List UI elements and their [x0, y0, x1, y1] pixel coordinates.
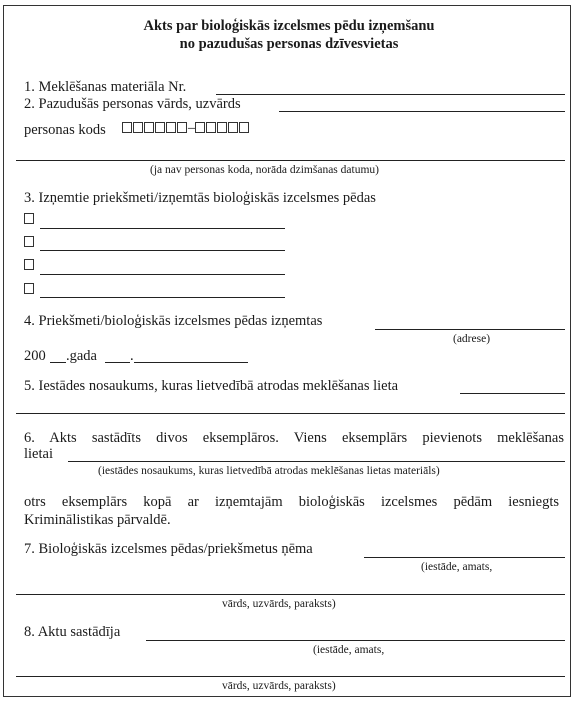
- institution-name-field-continued[interactable]: [16, 413, 565, 414]
- seized-item-checkbox-1[interactable]: [24, 213, 34, 224]
- seized-item-checkbox-4[interactable]: [24, 283, 34, 294]
- act-copies-text-line2: lietai: [24, 446, 53, 462]
- code-digit-box[interactable]: [166, 122, 176, 133]
- code-digit-box[interactable]: [228, 122, 238, 133]
- code-digit-box[interactable]: [177, 122, 187, 133]
- drawn-up-by-label: 8. Aktu sastādīja: [24, 624, 121, 640]
- code-dash: –: [188, 120, 196, 136]
- institution-name-field[interactable]: [460, 393, 565, 394]
- missing-person-name-field[interactable]: [279, 111, 565, 112]
- form-title-line1: Akts par bioloģiskās izcelsmes pēdu izņemšanu: [143, 18, 435, 34]
- code-digit-box[interactable]: [122, 122, 132, 133]
- code-digit-box[interactable]: [195, 122, 205, 133]
- birth-date-field[interactable]: [16, 160, 565, 161]
- case-institution-note: (iestādes nosaukums, kuras lietvedībā atrodas meklēšanas lietas materiāls): [98, 465, 440, 477]
- code-digit-box[interactable]: [155, 122, 165, 133]
- institution-name-label: 5. Iestādes nosaukums, kuras lietvedībā atrodas meklēšanas lieta: [24, 378, 399, 394]
- case-institution-field[interactable]: [68, 461, 565, 462]
- date-year-field[interactable]: [50, 362, 66, 363]
- code-digit-box[interactable]: [217, 122, 227, 133]
- taken-by-field[interactable]: [364, 557, 565, 558]
- personal-code-note: (ja nav personas koda, norāda dzimšanas datumu): [150, 164, 379, 176]
- seizure-address-note: (adrese): [453, 333, 491, 345]
- seized-item-checkbox-3[interactable]: [24, 259, 34, 270]
- search-material-number-field[interactable]: [216, 94, 565, 95]
- date-gada-label: .gada: [66, 348, 97, 364]
- personal-code-label: personas kods: [24, 122, 106, 138]
- date-dot: .: [130, 348, 134, 364]
- taken-by-note-1: (iestāde, amats,: [421, 561, 493, 573]
- drawn-up-by-note-1: (iestāde, amats,: [313, 644, 385, 656]
- seizure-address-field[interactable]: [375, 329, 565, 330]
- personal-code-boxes[interactable]: [122, 120, 250, 137]
- code-digit-box[interactable]: [206, 122, 216, 133]
- code-digit-box[interactable]: [133, 122, 143, 133]
- taken-by-note-2: vārds, uzvārds, paraksts): [222, 598, 336, 610]
- form-title-line2: no pazudušas personas dzīvesvietas: [179, 36, 399, 52]
- second-copy-text-line1: otrs eksemplārs kopā ar izņemtajām bioloģiskās izcelsmes pēdām iesniegts: [24, 494, 559, 510]
- date-year-prefix: 200: [24, 348, 46, 364]
- seized-item-field-2[interactable]: [40, 250, 285, 251]
- search-material-number-label: 1. Meklēšanas materiāla Nr.: [24, 79, 187, 95]
- drawn-up-by-note-2: vārds, uzvārds, paraksts): [222, 680, 336, 692]
- seized-item-field-4[interactable]: [40, 297, 285, 298]
- code-digit-box[interactable]: [239, 122, 249, 133]
- date-month-field[interactable]: [134, 362, 248, 363]
- second-copy-text-line2: Kriminālistikas pārvaldē.: [24, 512, 171, 528]
- taken-by-label: 7. Bioloģiskās izcelsmes pēdas/priekšmetus ņēma: [24, 541, 313, 557]
- drawn-up-by-signature-field[interactable]: [16, 676, 565, 677]
- seized-item-field-1[interactable]: [40, 228, 285, 229]
- seized-items-label: 3. Izņemtie priekšmeti/izņemtās bioloģiskās izcelsmes pēdas: [24, 190, 376, 206]
- act-copies-text-line1: 6. Akts sastādīts divos eksemplāros. Viens eksemplārs pievienots meklēšanas: [24, 430, 564, 446]
- taken-by-signature-field[interactable]: [16, 594, 565, 595]
- seized-item-checkbox-2[interactable]: [24, 236, 34, 247]
- seizure-address-label: 4. Priekšmeti/bioloģiskās izcelsmes pēdas izņemtas: [24, 313, 323, 329]
- code-digit-box[interactable]: [144, 122, 154, 133]
- seized-item-field-3[interactable]: [40, 274, 285, 275]
- missing-person-name-label: 2. Pazudušās personas vārds, uzvārds: [24, 96, 241, 112]
- date-day-field[interactable]: [105, 362, 130, 363]
- drawn-up-by-field[interactable]: [146, 640, 565, 641]
